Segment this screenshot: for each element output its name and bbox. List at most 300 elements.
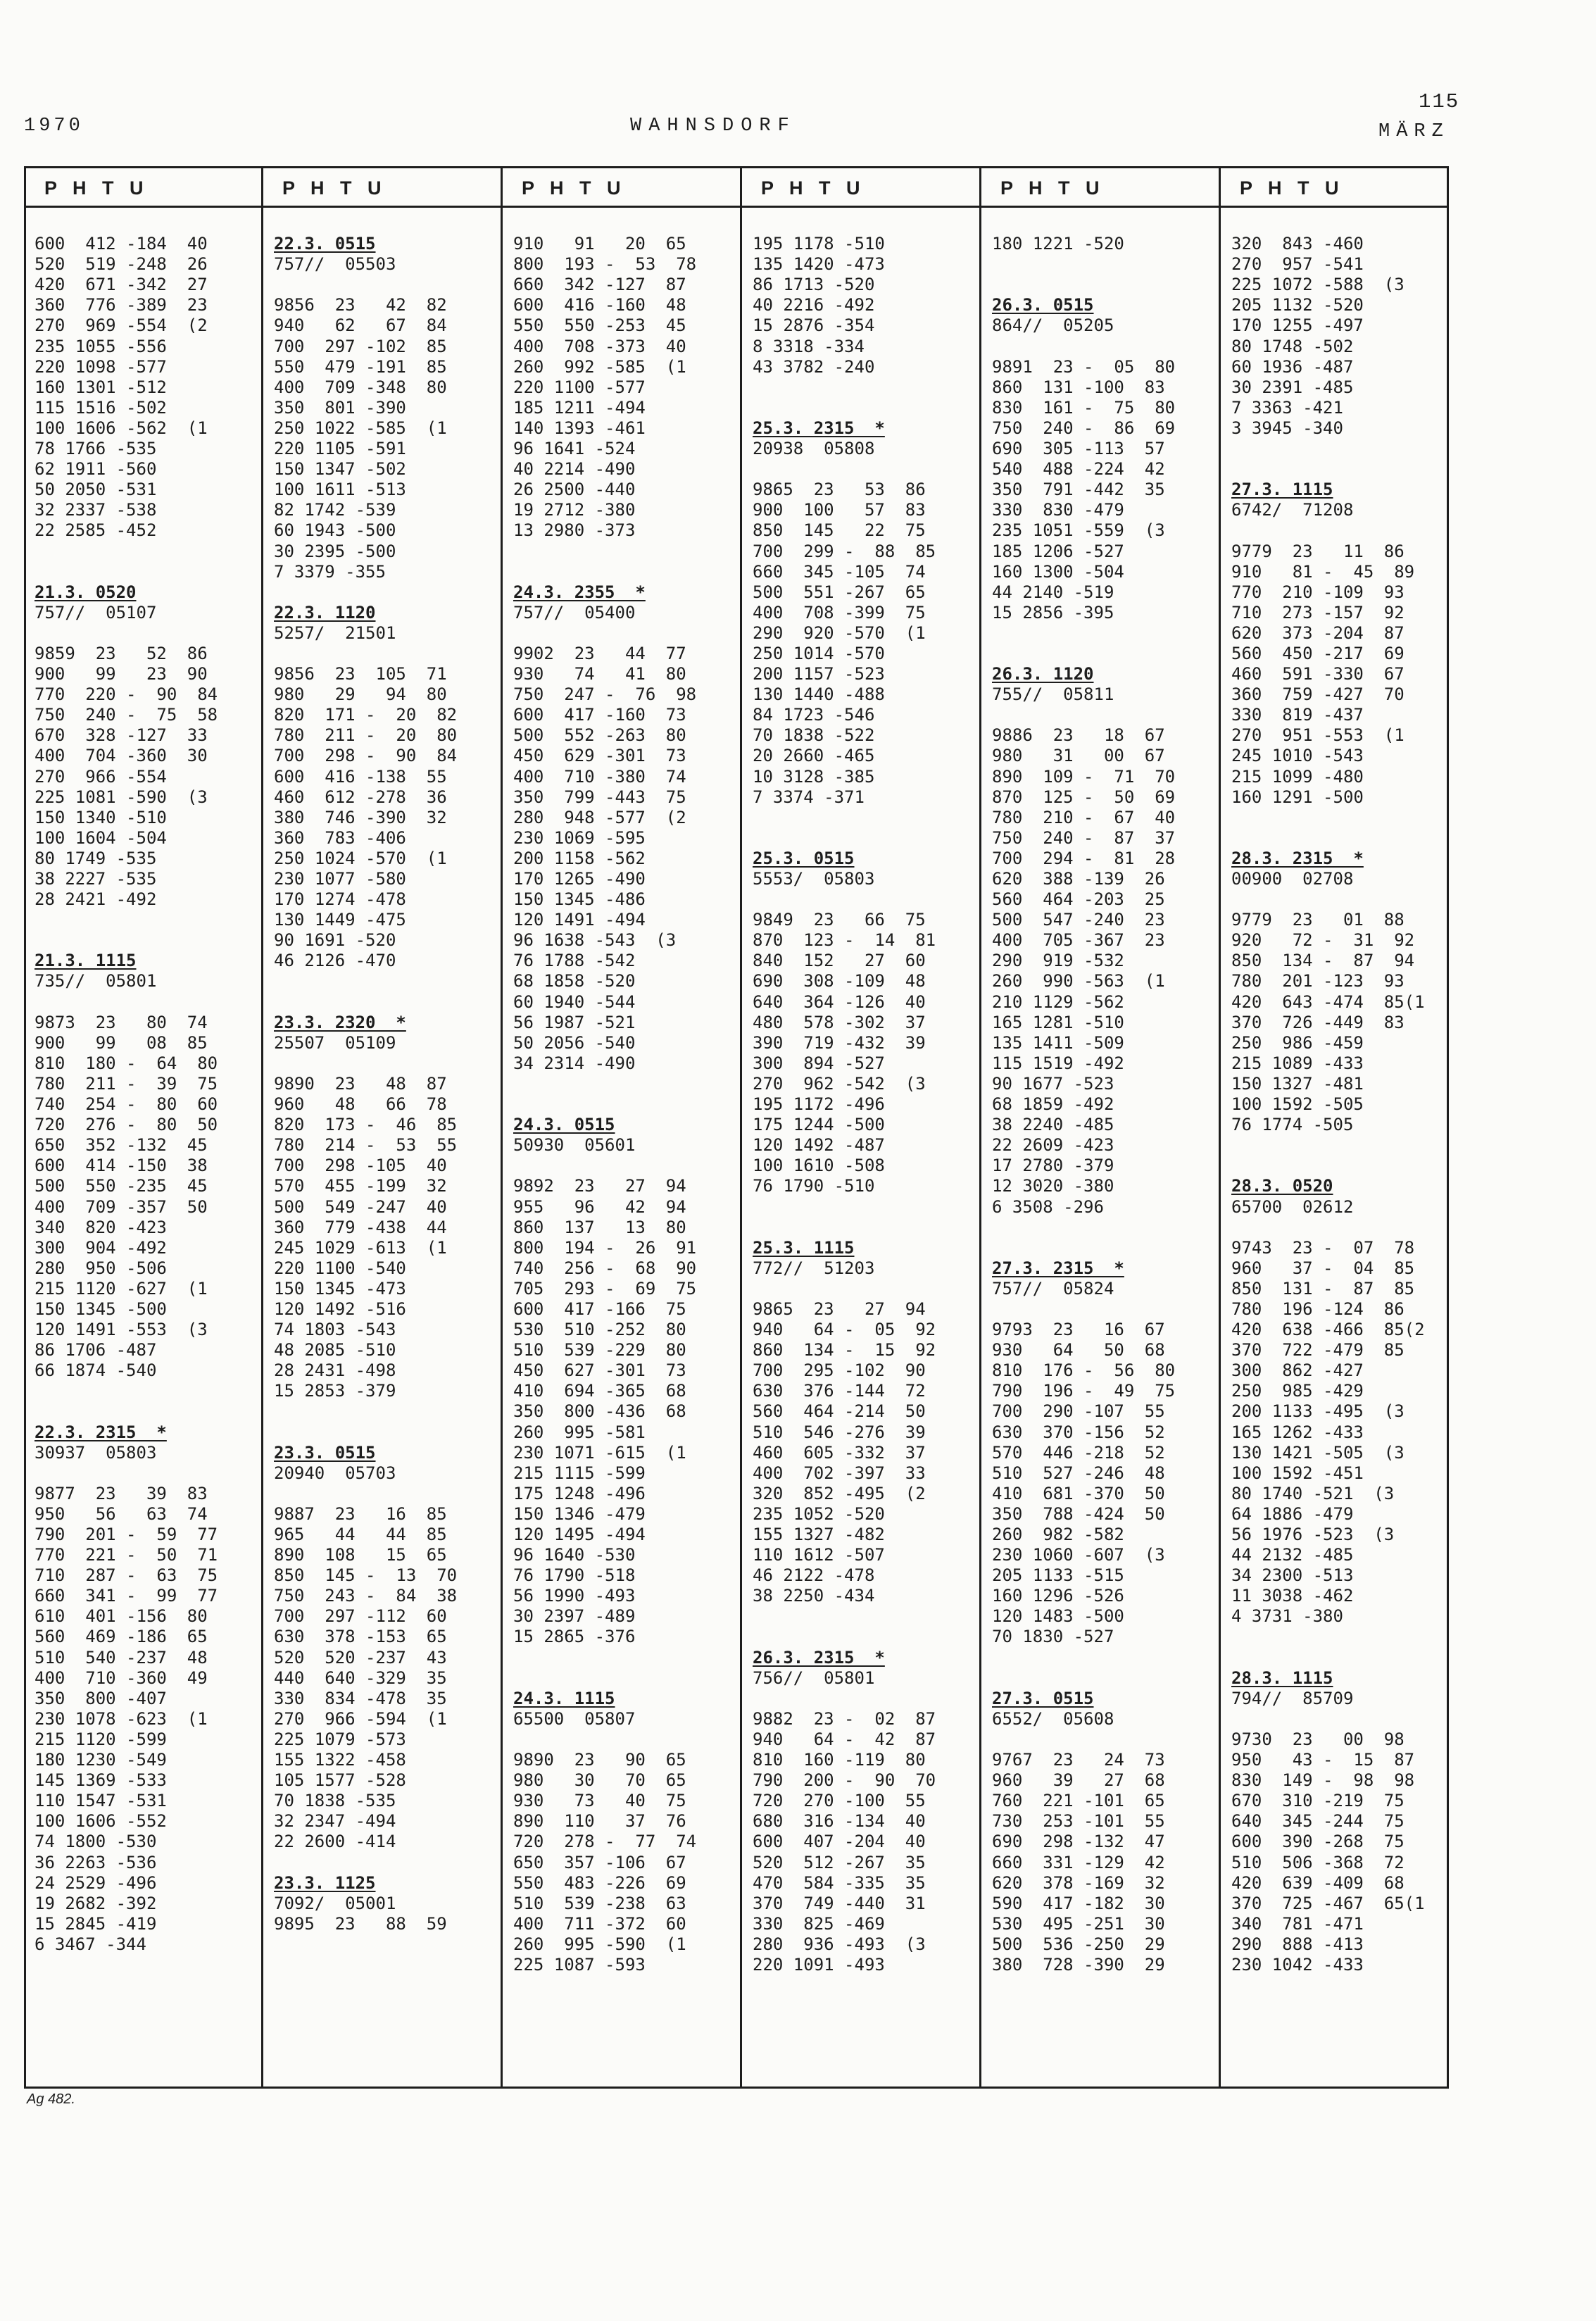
data-row: 860 134 - 15 92: [753, 1340, 936, 1360]
data-row: 11 3038 -462: [1231, 1586, 1354, 1606]
data-row: 520 520 -237 43: [274, 1647, 447, 1668]
data-row: 870 123 - 14 81: [753, 930, 936, 951]
data-row: 370 722 -479 85: [1231, 1340, 1405, 1360]
data-row: 520 519 -248 26: [34, 254, 208, 275]
data-row: 330 825 -469: [753, 1913, 885, 1934]
data-row: 850 131 - 87 85: [1231, 1278, 1415, 1299]
data-row: 9849 23 66 75: [753, 910, 926, 930]
data-row: 820 171 - 20 82: [274, 705, 458, 725]
data-row: 370 725 -467 65(1: [1231, 1893, 1425, 1913]
data-row: 780 201 -123 93: [1231, 971, 1405, 991]
data-row: 60 1936 -487: [1231, 356, 1354, 377]
data-row: 660 331 -129 42: [992, 1852, 1165, 1872]
data-row: 22 2600 -414: [274, 1832, 396, 1852]
data-column-6: [1231, 213, 1443, 2079]
data-row: 620 388 -139 26: [992, 869, 1165, 889]
spacer: [753, 377, 976, 398]
data-row: 20938 05808: [753, 439, 875, 459]
data-row: 155 1322 -458: [274, 1750, 406, 1770]
data-row: 690 298 -132 47: [992, 1832, 1165, 1852]
data-row: 700 294 - 81 28: [992, 848, 1176, 868]
section-heading: 26.3. 2315 *: [753, 1647, 885, 1668]
data-row: 215 1115 -599: [513, 1463, 646, 1483]
spacer: [34, 623, 258, 644]
data-row: 96 1641 -524: [513, 439, 636, 459]
spacer: [513, 623, 737, 644]
data-row: 700 299 - 88 85: [753, 541, 936, 561]
data-row: 6 3467 -344: [34, 1934, 146, 1954]
data-row: 34 2300 -513: [1231, 1565, 1354, 1586]
data-row: 210 1129 -562: [992, 991, 1124, 1012]
spacer: [274, 1484, 498, 1504]
spacer: [992, 1238, 1216, 1258]
data-row: 100 1610 -508: [753, 1156, 885, 1176]
spacer: [513, 1074, 737, 1094]
data-row: 3 3945 -340: [1231, 418, 1343, 438]
data-row: 96 1640 -530: [513, 1545, 636, 1565]
data-row: 22 2609 -423: [992, 1135, 1114, 1156]
data-row: 300 894 -527: [753, 1053, 885, 1073]
data-row: 76 1774 -505: [1231, 1115, 1354, 1135]
data-row: 420 671 -342 27: [34, 275, 208, 295]
sounding-table: [24, 166, 1449, 2089]
spacer: [274, 1853, 498, 1873]
month-label: MÄRZ: [1378, 121, 1450, 142]
data-row: 160 1296 -526: [992, 1586, 1124, 1606]
data-row: 160 1301 -512: [34, 377, 167, 397]
data-row: 500 552 -263 80: [513, 725, 686, 746]
spacer: [274, 644, 498, 664]
data-row: 80 1749 -535: [34, 848, 157, 868]
data-row: 690 308 -109 48: [753, 971, 926, 991]
spacer: [274, 971, 498, 991]
data-row: 710 287 - 63 75: [34, 1565, 218, 1586]
data-row: 235 1051 -559 (3: [992, 520, 1165, 541]
data-row: 794// 85709: [1231, 1688, 1354, 1708]
data-row: 28 2431 -498: [274, 1360, 396, 1381]
data-row: 720 276 - 80 50: [34, 1115, 218, 1135]
spacer: [1231, 1648, 1443, 1668]
data-row: 30 2391 -485: [1231, 377, 1354, 397]
data-row: 270 966 -594 (1: [274, 1708, 447, 1729]
data-row: 690 305 -113 57: [992, 439, 1165, 459]
data-row: 20940 05703: [274, 1463, 396, 1483]
data-row: 790 196 - 49 75: [992, 1381, 1176, 1401]
data-row: 530 510 -252 80: [513, 1320, 686, 1340]
data-row: 44 2140 -519: [992, 582, 1114, 602]
data-row: 810 160 -119 80: [753, 1750, 926, 1770]
data-row: 48 2085 -510: [274, 1340, 396, 1360]
section-heading: 26.3. 0515: [992, 295, 1094, 315]
data-row: 380 728 -390 29: [992, 1954, 1165, 1975]
data-column-1: [34, 213, 258, 2079]
data-row: 460 605 -332 37: [753, 1442, 926, 1463]
data-row: 700 298 - 90 84: [274, 746, 458, 766]
data-row: 400 709 -348 80: [274, 377, 447, 397]
data-row: 590 417 -182 30: [992, 1893, 1165, 1913]
data-row: 270 957 -541: [1231, 254, 1364, 275]
data-row: 560 464 -214 50: [753, 1401, 926, 1422]
data-row: 500 550 -235 45: [34, 1176, 208, 1196]
data-row: 700 298 -105 40: [274, 1156, 447, 1176]
data-row: 900 99 23 90: [34, 664, 208, 684]
data-row: 510 506 -368 72: [1231, 1852, 1405, 1872]
data-row: 940 62 67 84: [274, 315, 447, 336]
spacer: [274, 582, 498, 603]
data-row: 350 800 -407: [34, 1688, 167, 1708]
data-row: 360 759 -427 70: [1231, 684, 1405, 705]
data-row: 215 1120 -627 (1: [34, 1278, 208, 1299]
data-row: 955 96 42 94: [513, 1196, 686, 1217]
data-row: 110 1612 -507: [753, 1545, 885, 1565]
data-row: 130 1449 -475: [274, 910, 406, 930]
data-row: 70 1830 -527: [992, 1627, 1114, 1647]
data-row: 600 417 -160 73: [513, 705, 686, 725]
spacer: [753, 1218, 976, 1238]
data-row: 17 2780 -379: [992, 1156, 1114, 1176]
data-row: 56 1987 -521: [513, 1012, 636, 1032]
data-row: 150 1345 -486: [513, 889, 646, 910]
column-divider: [740, 168, 742, 2087]
data-row: 19 2682 -392: [34, 1893, 157, 1913]
spacer: [1231, 1709, 1443, 1729]
data-row: 60 1943 -500: [274, 520, 396, 541]
data-row: 46 2122 -478: [753, 1565, 875, 1586]
data-row: 550 550 -253 45: [513, 315, 686, 336]
data-row: 270 969 -554 (2: [34, 315, 208, 336]
data-row: 225 1079 -573: [274, 1729, 406, 1749]
data-row: 215 1089 -433: [1231, 1053, 1364, 1073]
data-row: 260 995 -590 (1: [513, 1934, 686, 1954]
data-row: 400 704 -360 30: [34, 746, 208, 766]
data-row: 950 56 63 74: [34, 1503, 208, 1524]
section-heading: 24.3. 2355 *: [513, 582, 646, 602]
data-row: 950 43 - 15 87: [1231, 1750, 1415, 1770]
data-row: 150 1340 -510: [34, 807, 167, 827]
data-row: 830 161 - 75 80: [992, 397, 1176, 418]
spacer: [513, 1094, 737, 1115]
data-row: 50 2050 -531: [34, 480, 157, 500]
station-name: WAHNSDORF: [630, 115, 796, 137]
data-row: 64 1886 -479: [1231, 1503, 1354, 1524]
data-row: 460 612 -278 36: [274, 787, 447, 807]
data-row: 235 1055 -556: [34, 336, 167, 356]
column-divider: [501, 168, 503, 2087]
data-row: 870 125 - 50 69: [992, 787, 1176, 807]
spacer: [753, 1606, 976, 1627]
data-row: 250 985 -429: [1231, 1381, 1364, 1401]
section-heading: 26.3. 1120: [992, 664, 1094, 684]
data-row: 220 1091 -493: [753, 1954, 885, 1975]
spacer: [992, 705, 1216, 725]
data-row: 150 1345 -500: [34, 1299, 167, 1319]
data-row: 930 74 41 80: [513, 664, 686, 684]
data-row: 940 64 - 05 92: [753, 1320, 936, 1340]
data-row: 120 1492 -516: [274, 1299, 406, 1319]
data-column-4: [753, 213, 976, 2079]
spacer: [513, 213, 737, 234]
data-row: 100 1604 -504: [34, 827, 167, 848]
column-header: P H T U: [1000, 177, 1100, 199]
data-row: 115 1516 -502: [34, 397, 167, 418]
data-row: 540 488 -224 42: [992, 459, 1165, 480]
data-row: 9856 23 42 82: [274, 295, 447, 315]
data-row: 170 1265 -490: [513, 869, 646, 889]
data-row: 520 512 -267 35: [753, 1852, 926, 1872]
table-header-row: [26, 168, 1447, 208]
data-row: 360 783 -406: [274, 827, 406, 848]
section-heading: 24.3. 1115: [513, 1688, 615, 1708]
data-row: 660 342 -127 87: [513, 275, 686, 295]
data-row: 850 145 22 75: [753, 520, 926, 541]
data-row: 245 1029 -613 (1: [274, 1237, 447, 1258]
data-row: 770 210 -109 93: [1231, 582, 1405, 602]
data-row: 740 254 - 80 60: [34, 1094, 218, 1115]
data-row: 390 719 -432 39: [753, 1032, 926, 1053]
data-row: 160 1291 -500: [1231, 787, 1364, 807]
data-row: 84 1723 -546: [753, 705, 875, 725]
data-row: 290 919 -532: [992, 951, 1124, 971]
data-row: 40 2214 -490: [513, 459, 636, 480]
data-row: 610 401 -156 80: [34, 1606, 208, 1627]
data-row: 9890 23 48 87: [274, 1073, 447, 1094]
data-row: 9859 23 52 86: [34, 643, 208, 663]
data-row: 5553/ 05803: [753, 869, 875, 889]
data-row: 350 791 -442 35: [992, 480, 1165, 500]
data-row: 720 278 - 77 74: [513, 1832, 697, 1852]
data-row: 32 2347 -494: [274, 1811, 396, 1832]
data-row: 115 1519 -492: [992, 1053, 1124, 1073]
data-row: 570 446 -218 52: [992, 1442, 1165, 1463]
data-row: 28 2421 -492: [34, 889, 157, 910]
data-row: 56 1976 -523 (3: [1231, 1525, 1395, 1544]
data-row: 380 746 -390 32: [274, 807, 447, 827]
spacer: [753, 1279, 976, 1299]
data-row: 76 1790 -510: [753, 1176, 875, 1196]
data-row: 700 290 -107 55: [992, 1401, 1165, 1422]
spacer: [992, 623, 1216, 644]
data-row: 300 862 -427: [1231, 1360, 1364, 1381]
data-row: 370 726 -449 83: [1231, 1012, 1405, 1032]
data-row: 230 1071 -615 (1: [513, 1442, 686, 1463]
data-row: 510 539 -238 63: [513, 1893, 686, 1913]
data-row: 710 273 -157 92: [1231, 602, 1405, 623]
data-row: 230 1077 -580: [274, 869, 406, 889]
data-row: 9877 23 39 83: [34, 1483, 208, 1503]
data-row: 820 173 - 46 85: [274, 1115, 458, 1135]
data-row: 830 149 - 98 98: [1231, 1770, 1415, 1791]
data-row: 235 1052 -520: [753, 1503, 885, 1524]
data-row: 230 1060 -607 (3: [992, 1545, 1165, 1565]
spacer: [34, 910, 258, 930]
data-row: 9882 23 - 02 87: [753, 1708, 936, 1729]
spacer: [274, 275, 498, 295]
data-row: 74 1803 -543: [274, 1320, 396, 1340]
data-row: 9865 23 53 86: [753, 480, 926, 500]
data-row: 175 1244 -500: [753, 1115, 885, 1135]
spacer: [1231, 1218, 1443, 1238]
data-row: 780 196 -124 86: [1231, 1299, 1405, 1319]
data-row: 15 2856 -395: [992, 602, 1114, 623]
data-row: 670 310 -219 75: [1231, 1791, 1405, 1811]
data-row: 7092/ 05001: [274, 1893, 396, 1913]
data-row: 32 2337 -538: [34, 500, 157, 520]
data-row: 780 211 - 39 75: [34, 1073, 218, 1094]
spacer: [274, 1053, 498, 1074]
data-row: 24 2529 -496: [34, 1872, 157, 1893]
data-row: 170 1255 -497: [1231, 315, 1364, 336]
data-row: 980 31 00 67: [992, 746, 1165, 766]
data-row: 200 1133 -495 (3: [1231, 1401, 1405, 1422]
data-row: 43 3782 -240: [753, 356, 875, 377]
column-header: P H T U: [522, 177, 621, 199]
data-row: 320 852 -495 (2: [753, 1483, 926, 1503]
spacer: [753, 213, 976, 234]
data-row: 980 29 94 80: [274, 684, 447, 705]
spacer: [34, 1401, 258, 1422]
data-row: 150 1327 -481: [1231, 1073, 1364, 1094]
data-row: 225 1072 -588 (3: [1231, 275, 1405, 295]
data-row: 850 134 - 87 94: [1231, 951, 1415, 971]
data-row: 770 220 - 90 84: [34, 684, 218, 705]
data-row: 9890 23 90 65: [513, 1750, 686, 1770]
data-row: 30 2395 -500: [274, 541, 396, 561]
data-row: 560 450 -217 69: [1231, 643, 1405, 663]
spacer: [1231, 1156, 1443, 1176]
data-row: 480 578 -302 37: [753, 1012, 926, 1032]
data-row: 810 176 - 56 80: [992, 1360, 1176, 1381]
data-row: 757// 05107: [34, 602, 157, 623]
data-row: 36 2263 -536: [34, 1852, 157, 1872]
data-row: 130 1440 -488: [753, 684, 885, 705]
data-row: 120 1491 -553 (3: [34, 1320, 208, 1340]
data-row: 260 990 -563 (1: [992, 971, 1165, 991]
data-row: 5257/ 21501: [274, 623, 396, 643]
data-row: 980 30 70 65: [513, 1770, 686, 1791]
data-row: 225 1087 -593: [513, 1954, 646, 1975]
data-row: 185 1206 -527: [992, 541, 1124, 561]
data-row: 90 1691 -520: [274, 930, 396, 951]
data-row: 900 99 08 85: [34, 1032, 208, 1053]
section-heading: 21.3. 1115: [34, 951, 137, 971]
data-row: 195 1178 -510: [753, 234, 885, 254]
data-row: 400 710 -360 49: [34, 1668, 208, 1688]
spacer: [1231, 808, 1443, 828]
data-row: 420 638 -466 85(2: [1231, 1320, 1425, 1340]
data-row: 755// 05811: [992, 684, 1114, 705]
data-row: 80 1748 -502: [1231, 336, 1354, 356]
data-row: 68 1859 -492: [992, 1094, 1114, 1115]
column-divider: [1219, 168, 1221, 2087]
data-row: 180 1230 -549: [34, 1750, 167, 1770]
data-row: 600 417 -166 75: [513, 1299, 686, 1319]
section-heading: 22.3. 0515: [274, 234, 376, 254]
data-row: 9779 23 11 86: [1231, 541, 1405, 561]
data-row: 550 483 -226 69: [513, 1872, 686, 1893]
data-row: 650 357 -106 67: [513, 1852, 686, 1872]
data-row: 250 1014 -570: [753, 643, 885, 663]
data-row: 620 373 -204 87: [1231, 623, 1405, 643]
data-row: 760 221 -101 65: [992, 1791, 1165, 1811]
data-row: 670 328 -127 33: [34, 725, 208, 746]
data-row: 6552/ 05608: [992, 1708, 1114, 1729]
data-row: 82 1742 -539: [274, 500, 396, 520]
data-row: 420 643 -474 85(1: [1231, 991, 1425, 1012]
data-row: 46 2126 -470: [274, 951, 396, 971]
data-row: 38 2227 -535: [34, 869, 157, 889]
data-row: 460 591 -330 67: [1231, 664, 1405, 684]
data-row: 175 1248 -496: [513, 1483, 646, 1503]
data-row: 850 145 - 13 70: [274, 1565, 458, 1586]
data-row: 250 1022 -585 (1: [274, 418, 447, 438]
data-row: 680 316 -134 40: [753, 1811, 926, 1832]
data-row: 15 2845 -419: [34, 1913, 157, 1934]
data-row: 120 1495 -494: [513, 1525, 646, 1544]
data-row: 960 39 27 68: [992, 1770, 1165, 1791]
data-row: 330 834 -478 35: [274, 1688, 447, 1708]
data-row: 150 1345 -473: [274, 1278, 406, 1299]
data-row: 960 37 - 04 85: [1231, 1258, 1415, 1278]
data-row: 560 469 -186 65: [34, 1627, 208, 1647]
spacer: [1231, 828, 1443, 849]
data-row: 560 464 -203 25: [992, 889, 1165, 910]
data-row: 15 2865 -376: [513, 1627, 636, 1647]
data-row: 930 73 40 75: [513, 1791, 686, 1811]
data-row: 100 1611 -513: [274, 480, 406, 500]
data-row: 260 995 -581: [513, 1422, 646, 1442]
data-row: 800 193 - 53 78: [513, 254, 697, 275]
data-row: 65700 02612: [1231, 1196, 1354, 1217]
data-row: 245 1010 -543: [1231, 746, 1364, 766]
data-row: 19 2712 -380: [513, 500, 636, 520]
data-row: 270 951 -553 (1: [1231, 725, 1405, 746]
data-row: 200 1157 -523: [753, 664, 885, 684]
data-row: 930 64 50 68: [992, 1340, 1165, 1360]
data-row: 40 2216 -492: [753, 295, 875, 315]
data-row: 9856 23 105 71: [274, 664, 447, 684]
data-row: 70 1838 -522: [753, 725, 875, 746]
spacer: [34, 992, 258, 1013]
data-row: 270 962 -542 (3: [753, 1073, 926, 1094]
data-row: 600 407 -204 40: [753, 1832, 926, 1852]
spacer: [753, 398, 976, 418]
data-row: 500 551 -267 65: [753, 582, 926, 602]
footer-mark: Ag 482.: [27, 2091, 75, 2107]
section-heading: 27.3. 1115: [1231, 480, 1333, 500]
data-row: 630 376 -144 72: [753, 1381, 926, 1401]
data-row: 740 256 - 68 90: [513, 1258, 697, 1278]
data-row: 800 194 - 26 91: [513, 1237, 697, 1258]
spacer: [992, 1729, 1216, 1750]
data-row: 135 1420 -473: [753, 254, 885, 275]
spacer: [753, 1627, 976, 1647]
data-row: 940 64 - 42 87: [753, 1729, 936, 1749]
data-row: 15 2876 -354: [753, 315, 875, 336]
data-row: 720 270 -100 55: [753, 1791, 926, 1811]
data-row: 410 681 -370 50: [992, 1483, 1165, 1503]
data-row: 660 341 - 99 77: [34, 1586, 218, 1606]
data-row: 65500 05807: [513, 1708, 636, 1729]
data-row: 7 3379 -355: [274, 561, 386, 582]
spacer: [274, 1422, 498, 1443]
spacer: [274, 1401, 498, 1422]
data-row: 660 345 -105 74: [753, 561, 926, 582]
data-row: 250 986 -459: [1231, 1032, 1364, 1053]
data-row: 74 1800 -530: [34, 1832, 157, 1852]
data-row: 34 2314 -490: [513, 1053, 636, 1073]
spacer: [992, 1218, 1216, 1238]
data-row: 330 830 -479: [992, 500, 1124, 520]
